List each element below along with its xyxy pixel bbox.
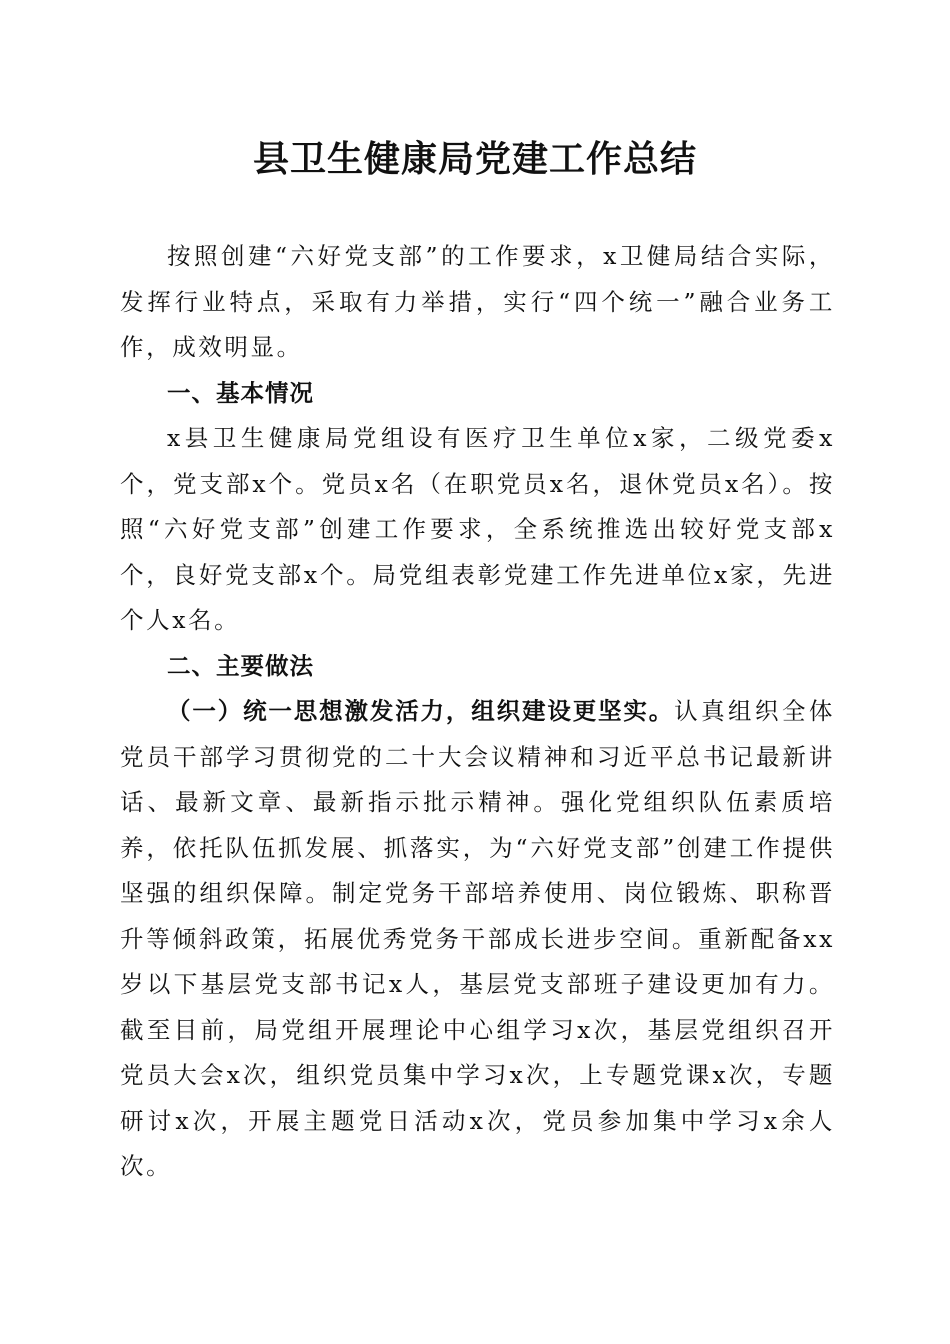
basic-situation-paragraph: x县卫生健康局党组设有医疗卫生单位x家，二级党委x个，党支部x个。党员x名（在职党员x名，退休党员x名）。按照“六好党支部”创建工作要求，全系统推选出较好党支部x个，良好党支部x个。局党组表彰党建工作先进单位x家，先进个人x名。 (120, 424, 835, 634)
section-heading-main-practices: 二、主要做法 (167, 651, 314, 680)
section-heading-basic-situation: 一、基本情况 (167, 378, 314, 407)
main-practices-paragraph-1 (120, 689, 835, 1190)
document-body (120, 234, 835, 1190)
paragraph-body-text: 认真组织全体党员干部学习贯彻党的二十大会议精神和习近平总书记最新讲话、最新文章、最新指示批示精神。强化党组织队伍素质培养，依托队伍抓发展、抓落实，为“六好党支部”创建工作提供坚强的组织保障。制定党务干部培养使用、岗位锻炼、职称晋升等倾斜政策，拓展优秀党务干部成长进步空间。重新配备xx岁以下基层党支部书记x人，基层党支部班子建设更加有力。截至目前，局党组开展理论中心组学习x次，基层党组织召开党员大会x次，组织党员集中学习x次，上专题党课x次，专题研讨x次，开展主题党日活动x次，党员参加集中学习x余人次。 (120, 697, 836, 1180)
paragraph-lead-sentence: （一）统一思想激发活力，组织建设更坚实。 (167, 697, 675, 725)
intro-paragraph: 按照创建“六好党支部”的工作要求，x卫健局结合实际，发挥行业特点，采取有力举措，实行“四个统一”融合业务工作，成效明显。 (120, 242, 835, 361)
document-title: 县卫生健康局党建工作总结 (252, 138, 697, 180)
